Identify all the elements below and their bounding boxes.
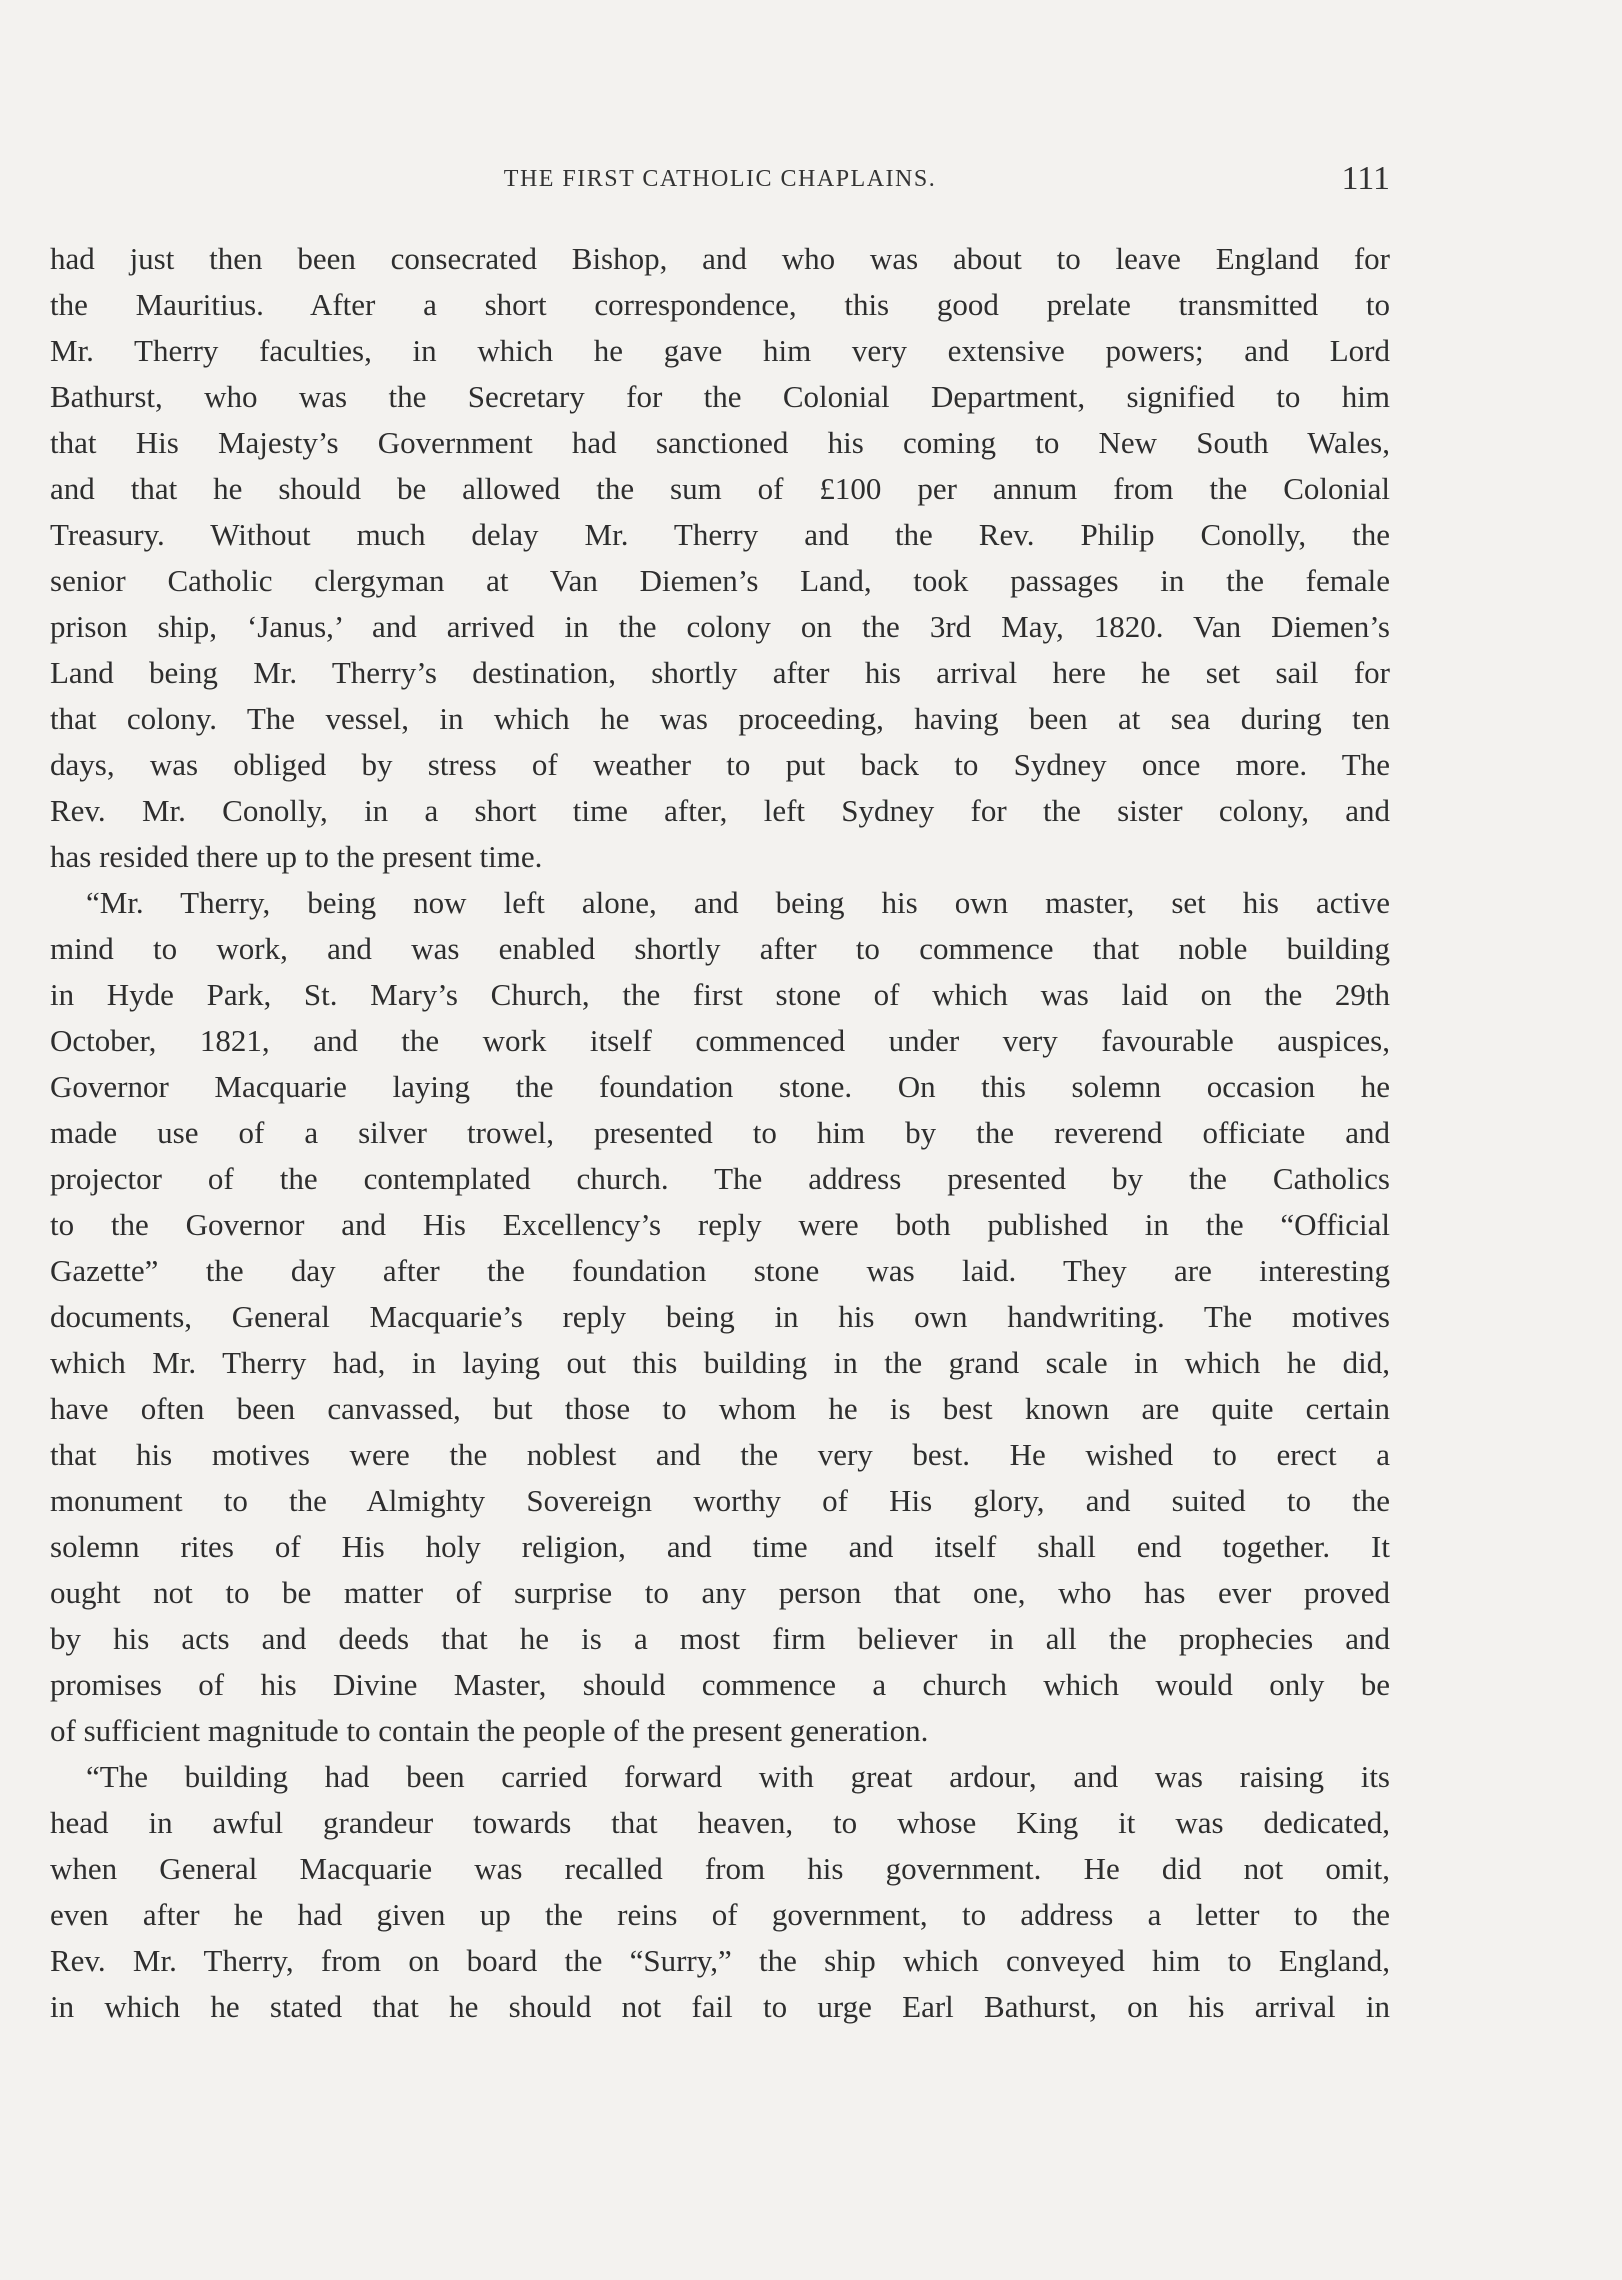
- text-line: Mr. Therry faculties, in which he gave him very extensive powers; and Lord: [50, 333, 1390, 368]
- text-line: had just then been consecrated Bishop, and who was about to leave England for: [50, 241, 1390, 276]
- text-line: in Hyde Park, St. Mary’s Church, the first stone of which was laid on the 29th: [50, 977, 1390, 1012]
- page-number: 111: [1341, 160, 1390, 197]
- text-line: has resided there up to the present time.: [50, 839, 543, 874]
- text-line: that colony. The vessel, in which he was proceeding, having been at sea during ten: [50, 701, 1390, 736]
- text-line: Land being Mr. Therry’s destination, shortly after his arrival here he set sail for: [50, 655, 1390, 690]
- text-line: of sufficient magnitude to contain the people of the present generation.: [50, 1713, 929, 1748]
- text-line: days, was obliged by stress of weather to put back to Sydney once more. The: [50, 747, 1390, 782]
- text-line: head in awful grandeur towards that heaven, to whose King it was dedicated,: [50, 1805, 1390, 1840]
- text-line: Gazette” the day after the foundation stone was laid. They are interesting: [50, 1253, 1390, 1288]
- text-line: the Mauritius. After a short correspondence, this good prelate transmitted to: [50, 287, 1390, 322]
- text-line: prison ship, ‘Janus,’ and arrived in the colony on the 3rd May, 1820. Van Diemen’s: [50, 609, 1390, 644]
- text-line: made use of a silver trowel, presented to him by the reverend officiate and: [50, 1115, 1390, 1150]
- text-line: Rev. Mr. Conolly, in a short time after, left Sydney for the sister colony, and: [50, 793, 1390, 828]
- text-line: and that he should be allowed the sum of £100 per annum from the Colonial: [50, 471, 1390, 506]
- running-title: THE FIRST CATHOLIC CHAPLAINS.: [503, 166, 937, 192]
- text-line: “The building had been carried forward with great ardour, and was raising its: [86, 1759, 1390, 1794]
- text-line: Governor Macquarie laying the foundation stone. On this solemn occasion he: [50, 1069, 1390, 1104]
- text-line: to the Governor and His Excellency’s reply were both published in the “Official: [50, 1207, 1390, 1242]
- text-line: Bathurst, who was the Secretary for the Colonial Department, signified to him: [50, 379, 1390, 414]
- text-line: when General Macquarie was recalled from his government. He did not omit,: [50, 1851, 1390, 1886]
- running-head: [50, 160, 1390, 204]
- text-line: by his acts and deeds that he is a most firm believer in all the prophecies and: [50, 1621, 1390, 1656]
- text-line: that His Majesty’s Government had sanctioned his coming to New South Wales,: [50, 425, 1390, 460]
- paragraph: [50, 236, 1390, 880]
- text-line: projector of the contemplated church. The address presented by the Catholics: [50, 1161, 1390, 1196]
- paragraph: [50, 1754, 1390, 2030]
- text-line: promises of his Divine Master, should commence a church which would only be: [50, 1667, 1390, 1702]
- text-line: mind to work, and was enabled shortly after to commence that noble building: [50, 931, 1390, 966]
- text-line: October, 1821, and the work itself commenced under very favourable auspices,: [50, 1023, 1390, 1058]
- text-line: Treasury. Without much delay Mr. Therry and the Rev. Philip Conolly, the: [50, 517, 1390, 552]
- text-line: ought not to be matter of surprise to any person that one, who has ever proved: [50, 1575, 1390, 1610]
- text-line: senior Catholic clergyman at Van Diemen’s Land, took passages in the female: [50, 563, 1390, 598]
- paragraph: [50, 880, 1390, 1754]
- text-line: monument to the Almighty Sovereign worthy of His glory, and suited to the: [50, 1483, 1390, 1518]
- text-line: even after he had given up the reins of government, to address a letter to the: [50, 1897, 1390, 1932]
- text-line: Rev. Mr. Therry, from on board the “Surry,” the ship which conveyed him to England,: [50, 1943, 1390, 1978]
- text-line: which Mr. Therry had, in laying out this building in the grand scale in which he did,: [50, 1345, 1390, 1380]
- text-line: have often been canvassed, but those to whom he is best known are quite certain: [50, 1391, 1390, 1426]
- text-line: “Mr. Therry, being now left alone, and being his own master, set his active: [86, 885, 1390, 920]
- body-text: [50, 236, 1390, 2030]
- text-line: solemn rites of His holy religion, and time and itself shall end together. It: [50, 1529, 1390, 1564]
- text-line: that his motives were the noblest and the very best. He wished to erect a: [50, 1437, 1390, 1472]
- text-line: documents, General Macquarie’s reply being in his own handwriting. The motives: [50, 1299, 1390, 1334]
- text-line: in which he stated that he should not fail to urge Earl Bathurst, on his arrival in: [50, 1989, 1390, 2024]
